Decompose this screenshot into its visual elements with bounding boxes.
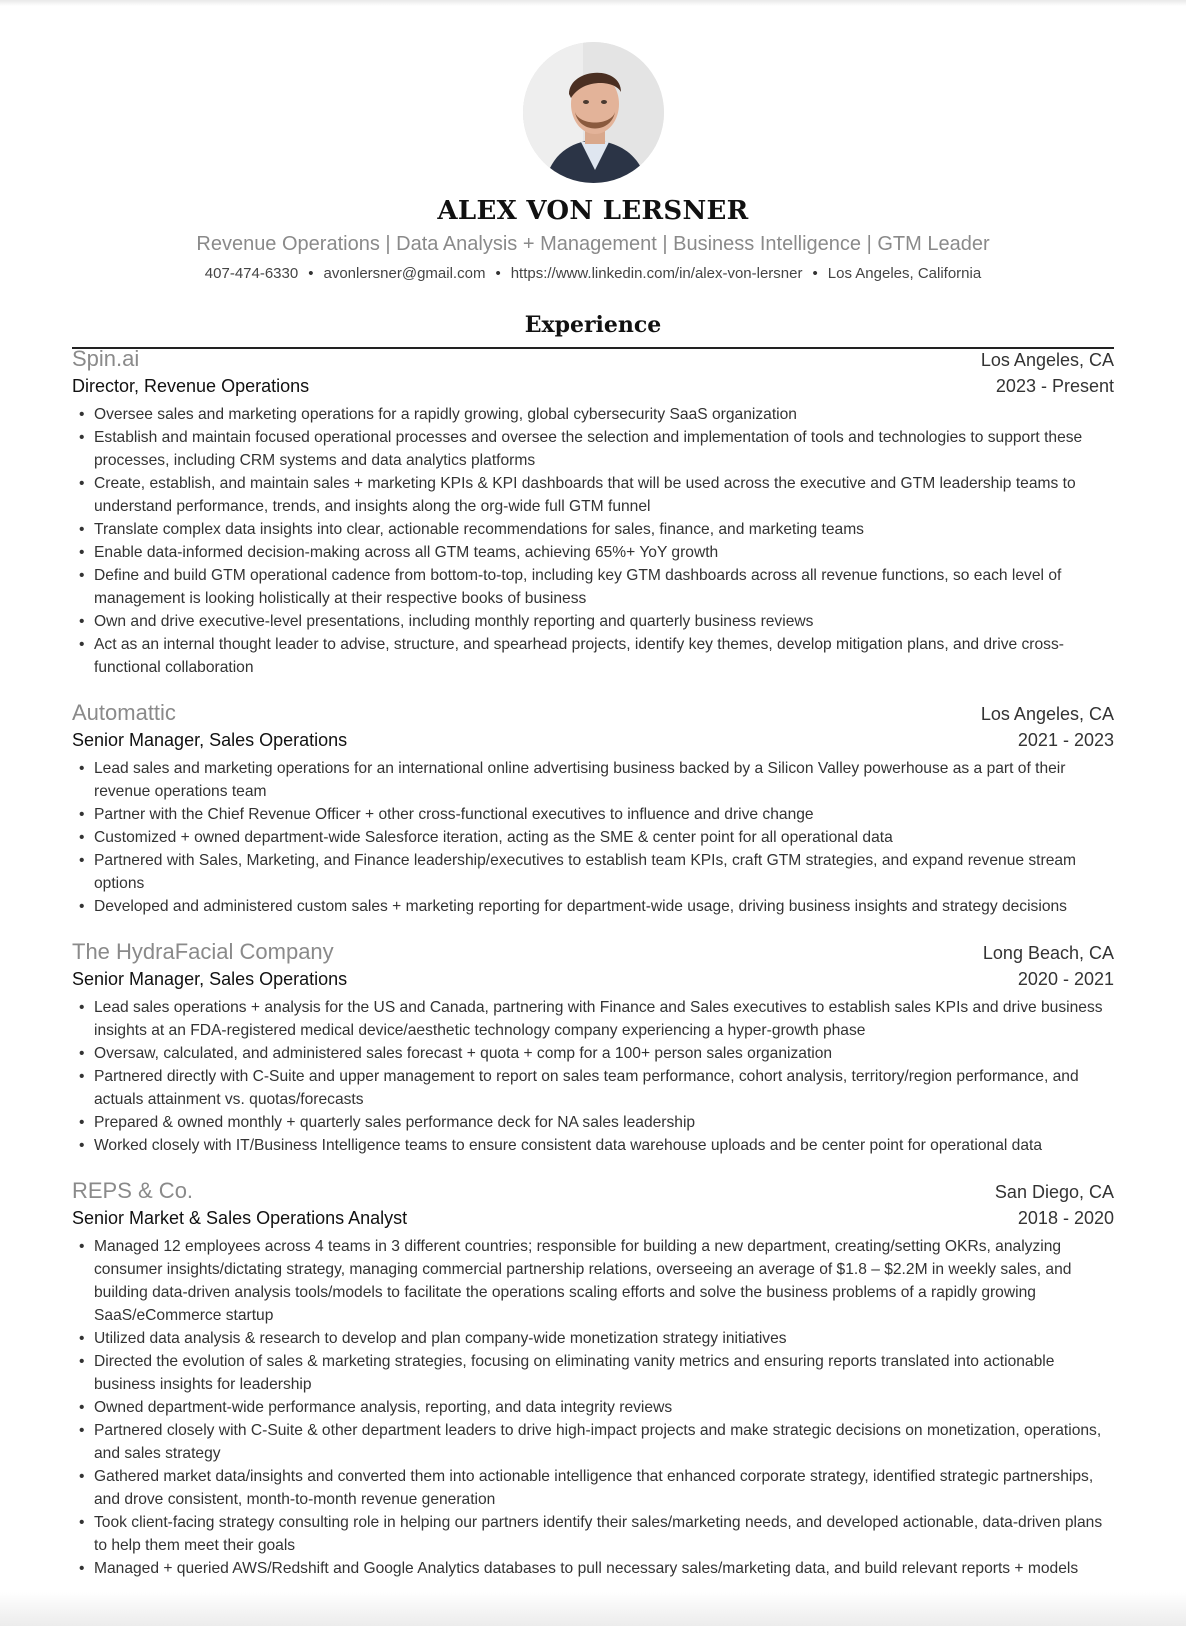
bullet-item: • Own and drive executive-level presentations, including monthly reporting and quarterly business reviews	[72, 610, 1114, 633]
job-dates: 2018 - 2020	[1017, 1208, 1114, 1228]
page-bottom-shadow	[0, 1592, 1186, 1626]
bullet-item: • Worked closely with IT/Business Intelligence teams to ensure consistent data warehouse uploads and be center point for operational data	[72, 1134, 1114, 1157]
job-location: Los Angeles, CA	[980, 704, 1114, 724]
bullet-item: • Took client-facing strategy consulting role in helping our partners identify their sales/marketing needs, and developed actionable, data-driven plans to help them meet their goals	[72, 1511, 1114, 1557]
bullet-item: • Prepared & owned monthly + quarterly sales performance deck for NA sales leadership	[72, 1111, 1114, 1134]
job-entry-automattic	[72, 700, 1114, 918]
bullet-item: • Customized + owned department-wide Salesforce iteration, acting as the SME & center point for all operational data	[72, 826, 1114, 849]
bullet-item: • Managed + queried AWS/Redshift and Google Analytics databases to pull necessary sales/marketing data, and build relevant reports + models	[72, 1557, 1114, 1580]
job-bullets	[72, 757, 1114, 918]
bullet-item: • Act as an internal thought leader to advise, structure, and spearhead projects, identify key themes, develop mitigation plans, and drive cross-functional collaboration	[72, 633, 1114, 679]
job-title: Senior Manager, Sales Operations	[72, 969, 348, 989]
bullet-item: • Developed and administered custom sales + marketing reporting for department-wide usage, driving business insights and strategy decisions	[72, 895, 1114, 918]
linkedin-link[interactable]: https://www.linkedin.com/in/alex-von-lersner	[510, 265, 803, 282]
job-location: San Diego, CA	[994, 1182, 1114, 1202]
job-bullets	[72, 1235, 1114, 1580]
bullet-item: • Translate complex data insights into clear, actionable recommendations for sales, finance, and marketing teams	[72, 518, 1114, 541]
contact-separator: •	[495, 265, 501, 282]
bullet-item: • Directed the evolution of sales & marketing strategies, focusing on eliminating vanity metrics and ensuring reports translated into actionable business insights for leadership	[72, 1350, 1114, 1396]
job-dates: 2021 - 2023	[1017, 730, 1114, 750]
job-entry-reps-co	[72, 1178, 1114, 1580]
bullet-item: • Oversaw, calculated, and administered sales forecast + quota + comp for a 100+ person sales organization	[72, 1042, 1114, 1065]
job-entry-hydrafacial	[72, 939, 1114, 1157]
bullet-item: • Partnered directly with C-Suite and upper management to report on sales team performance, cohort analysis, territory/region performance, and actuals attainment vs. quotas/forecasts	[72, 1065, 1114, 1111]
bullet-item: • Owned department-wide performance analysis, reporting, and data integrity reviews	[72, 1396, 1114, 1419]
bullet-item: • Create, establish, and maintain sales + marketing KPIs & KPI dashboards that will be used across the executive and GTM leadership teams to understand performance, trends, and insights along the org-wide full GTM funnel	[72, 472, 1114, 518]
job-dates: 2020 - 2021	[1017, 969, 1114, 989]
bullet-item: • Partner with the Chief Revenue Officer + other cross-functional executives to influence and drive change	[72, 803, 1114, 826]
job-dates: 2023 - Present	[995, 376, 1114, 396]
company-name: The HydraFacial Company	[72, 939, 334, 964]
page-top-shadow	[0, 0, 1186, 6]
job-location: Long Beach, CA	[982, 943, 1114, 963]
home-location: Los Angeles, California	[827, 265, 982, 282]
bullet-item: • Managed 12 employees across 4 teams in 3 different countries; responsible for building a new department, creating/setting OKRs, analyzing consumer insights/dictating strategy, managing commercial partnership relations, overseeing an average of $1.8 – $2.2M in weekly sales, and building data-driven analysis tools/models to facilitate the operations scaling efforts and solve the business problems of a rapidly growing SaaS/eCommerce startup	[72, 1235, 1114, 1327]
avatar-illustration	[523, 42, 664, 183]
bullet-item: • Lead sales and marketing operations for an international online advertising business backed by a Silicon Valley powerhouse as a part of their revenue operations team	[72, 757, 1114, 803]
company-name: Automattic	[72, 700, 176, 725]
experience-heading: Experience	[524, 312, 662, 338]
bullet-item: • Utilized data analysis & research to develop and plan company-wide monetization strategy initiatives	[72, 1327, 1114, 1350]
contact-separator: •	[308, 265, 314, 282]
job-title: Senior Market & Sales Operations Analyst	[72, 1208, 408, 1228]
job-bullets	[72, 996, 1114, 1157]
candidate-headline: Revenue Operations | Data Analysis + Management | Business Intelligence | GTM Leader	[196, 233, 990, 255]
bullet-item: • Partnered with Sales, Marketing, and Finance leadership/executives to establish team KPIs, craft GTM strategies, and expand revenue stream options	[72, 849, 1114, 895]
job-entry-spin-ai	[72, 346, 1114, 679]
bullet-item: • Lead sales operations + analysis for the US and Canada, partnering with Finance and Sales executives to establish sales KPIs and drive business insights at an FDA-registered medical device/aesthetic technology company experiencing a hyper-growth phase	[72, 996, 1114, 1042]
contact-line	[0, 265, 1186, 282]
bullet-item: • Gathered market data/insights and converted them into actionable intelligence that enhanced corporate strategy, identified strategic partnerships, and drove consistent, month-to-month revenue generation	[72, 1465, 1114, 1511]
job-title: Director, Revenue Operations	[72, 376, 310, 396]
job-bullets	[72, 403, 1114, 679]
job-title: Senior Manager, Sales Operations	[72, 730, 348, 750]
company-name: Spin.ai	[72, 346, 140, 371]
bullet-item: • Partnered closely with C-Suite & other department leaders to drive high-impact projects and make strategic decisions on monetization, operations, and sales strategy	[72, 1419, 1114, 1465]
profile-photo-icon	[523, 42, 664, 183]
candidate-name: ALEX VON LERSNER	[437, 196, 749, 226]
bullet-item: • Define and build GTM operational cadence from bottom-to-top, including key GTM dashboards across all revenue functions, so each level of management is looking holistically at their respective books of business	[72, 564, 1114, 610]
email-link[interactable]: avonlersner@gmail.com	[323, 265, 486, 282]
bullet-item: • Establish and maintain focused operational processes and oversee the selection and implementation of tools and technologies to support these processes, including CRM systems and data analytics platforms	[72, 426, 1114, 472]
bullet-item: • Enable data-informed decision-making across all GTM teams, achieving 65%+ YoY growth	[72, 541, 1114, 564]
company-name: REPS & Co.	[72, 1178, 194, 1203]
bullet-item: • Oversee sales and marketing operations for a rapidly growing, global cybersecurity SaaS organization	[72, 403, 1114, 426]
job-location: Los Angeles, CA	[980, 350, 1114, 370]
phone-number: 407-474-6330	[204, 265, 299, 282]
contact-separator: •	[812, 265, 818, 282]
